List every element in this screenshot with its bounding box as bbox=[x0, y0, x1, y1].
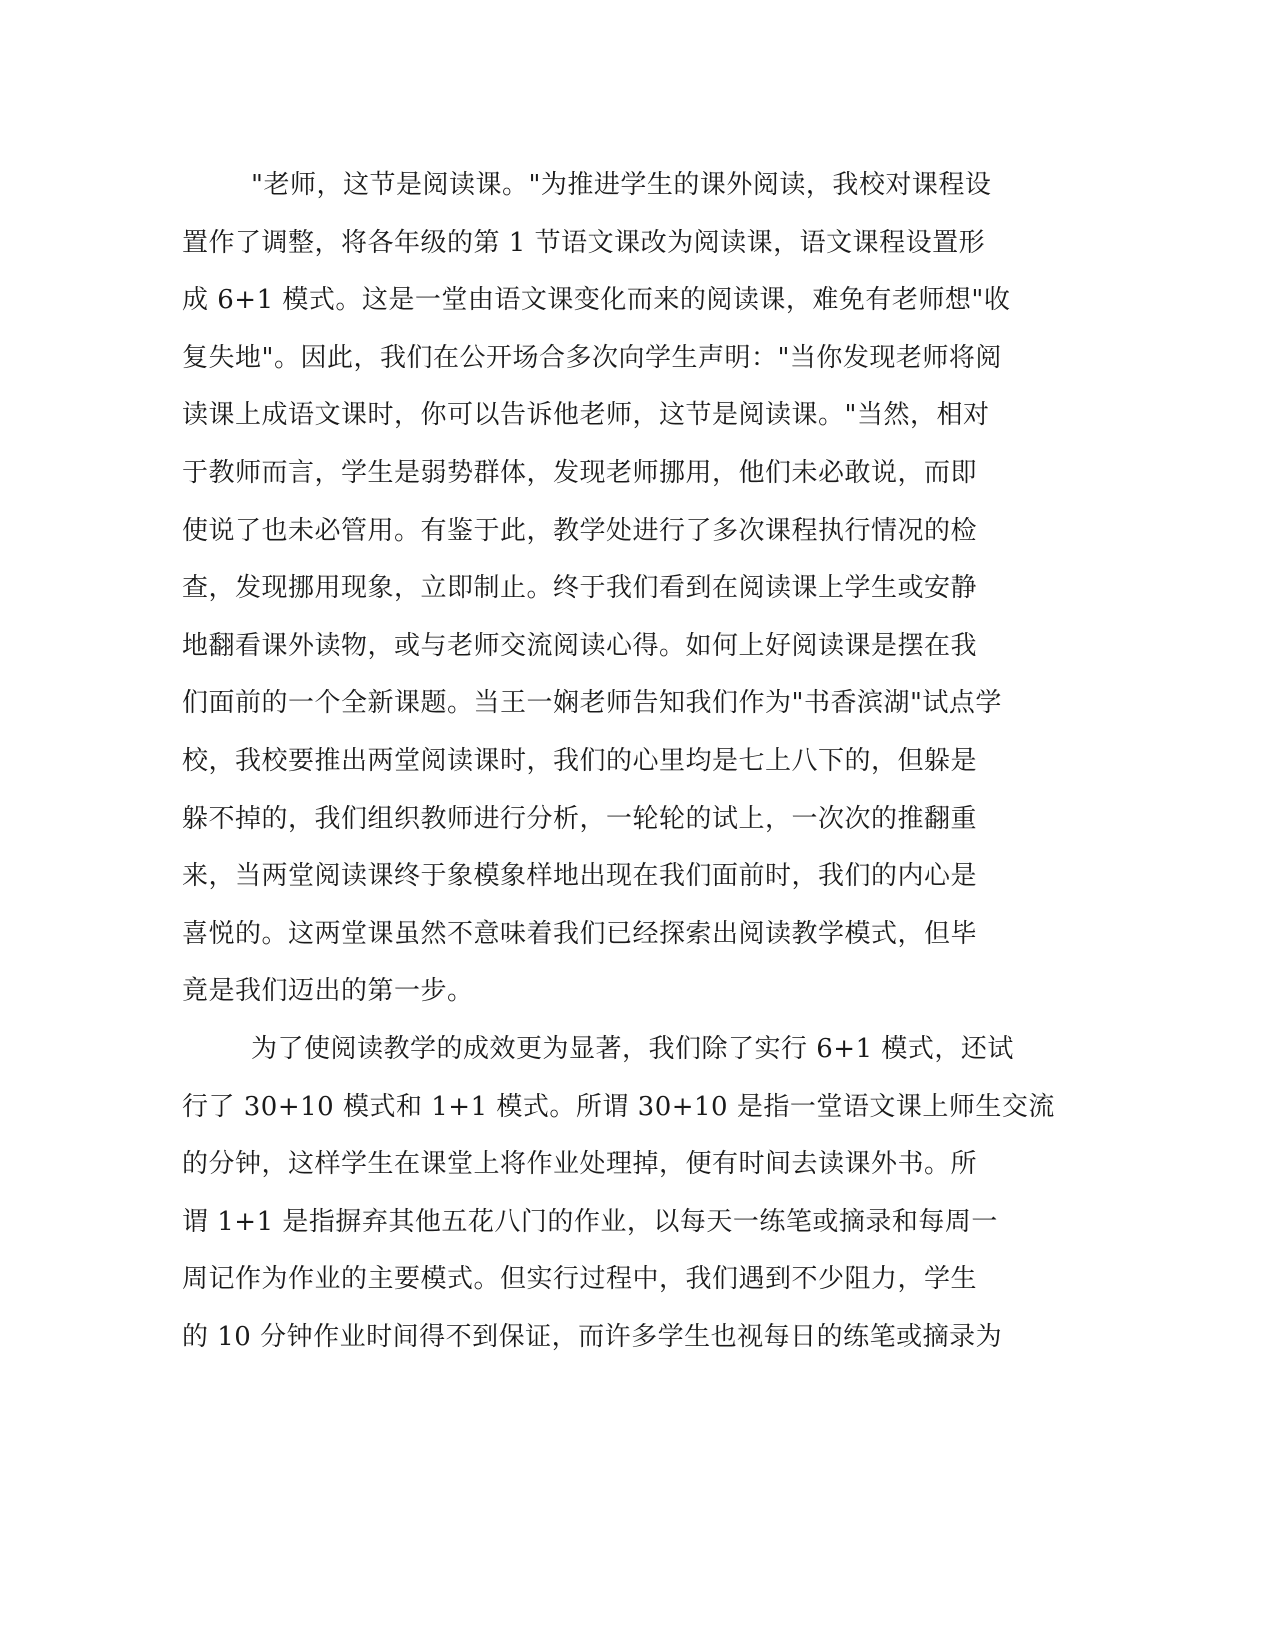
text-line: 周记作为作业的主要模式。但实行过程中，我们遇到不少阻力，学生 bbox=[182, 1264, 978, 1295]
text-line: 读课上成语文课时，你可以告诉他老师，这节是阅读课。"当然，相对 bbox=[182, 400, 990, 431]
paragraph-1 bbox=[182, 157, 1038, 1021]
text-line: 喜悦的。这两堂课虽然不意味着我们已经探索出阅读教学模式，但毕 bbox=[182, 918, 978, 949]
text-line: 竟是我们迈出的第一步。 bbox=[182, 976, 474, 1007]
text-line: 置作了调整，将各年级的第 1 节语文课改为阅读课，语文课程设置形 bbox=[182, 227, 986, 258]
text-line: 们面前的一个全新课题。当王一娴老师告知我们作为"书香滨湖"试点学 bbox=[182, 688, 1002, 719]
text-line: 校，我校要推出两堂阅读课时，我们的心里均是七上八下的，但躲是 bbox=[182, 745, 978, 776]
text-line: 的 10 分钟作业时间得不到保证，而许多学生也视每日的练笔或摘录为 bbox=[182, 1321, 1003, 1352]
text-line: 行了 30+10 模式和 1+1 模式。所谓 30+10 是指一堂语文课上师生交流 bbox=[182, 1091, 1055, 1122]
text-line: 使说了也未必管用。有鉴于此，教学处进行了多次课程执行情况的检 bbox=[182, 515, 978, 546]
text-line: 来，当两堂阅读课终于象模象样地出现在我们面前时，我们的内心是 bbox=[182, 861, 978, 892]
text-line: 为了使阅读教学的成效更为显著，我们除了实行 6+1 模式，还试 bbox=[251, 1033, 1014, 1064]
text-line: 谓 1+1 是指摒弃其他五花八门的作业，以每天一练笔或摘录和每周一 bbox=[182, 1206, 998, 1237]
text-line: 于教师而言，学生是弱势群体，发现老师挪用，他们未必敢说，而即 bbox=[182, 457, 978, 488]
text-line: 查，发现挪用现象，立即制止。终于我们看到在阅读课上学生或安静 bbox=[182, 573, 978, 604]
text-line: 的分钟，这样学生在课堂上将作业处理掉，便有时间去读课外书。所 bbox=[182, 1149, 978, 1180]
text-line: 成 6+1 模式。这是一堂由语文课变化而来的阅读课，难免有老师想"收 bbox=[182, 285, 1011, 316]
paragraph-2 bbox=[182, 1021, 1055, 1367]
text-line: 复失地"。因此，我们在公开场合多次向学生声明："当你发现老师将阅 bbox=[182, 342, 1002, 373]
text-line: 躲不掉的，我们组织教师进行分析，一轮轮的试上，一次次的推翻重 bbox=[182, 803, 978, 834]
text-line: 地翻看课外读物，或与老师交流阅读心得。如何上好阅读课是摆在我 bbox=[182, 630, 978, 661]
document-body bbox=[182, 157, 1055, 1366]
text-line: "老师，这节是阅读课。"为推进学生的课外阅读，我校对课程设 bbox=[251, 170, 992, 200]
